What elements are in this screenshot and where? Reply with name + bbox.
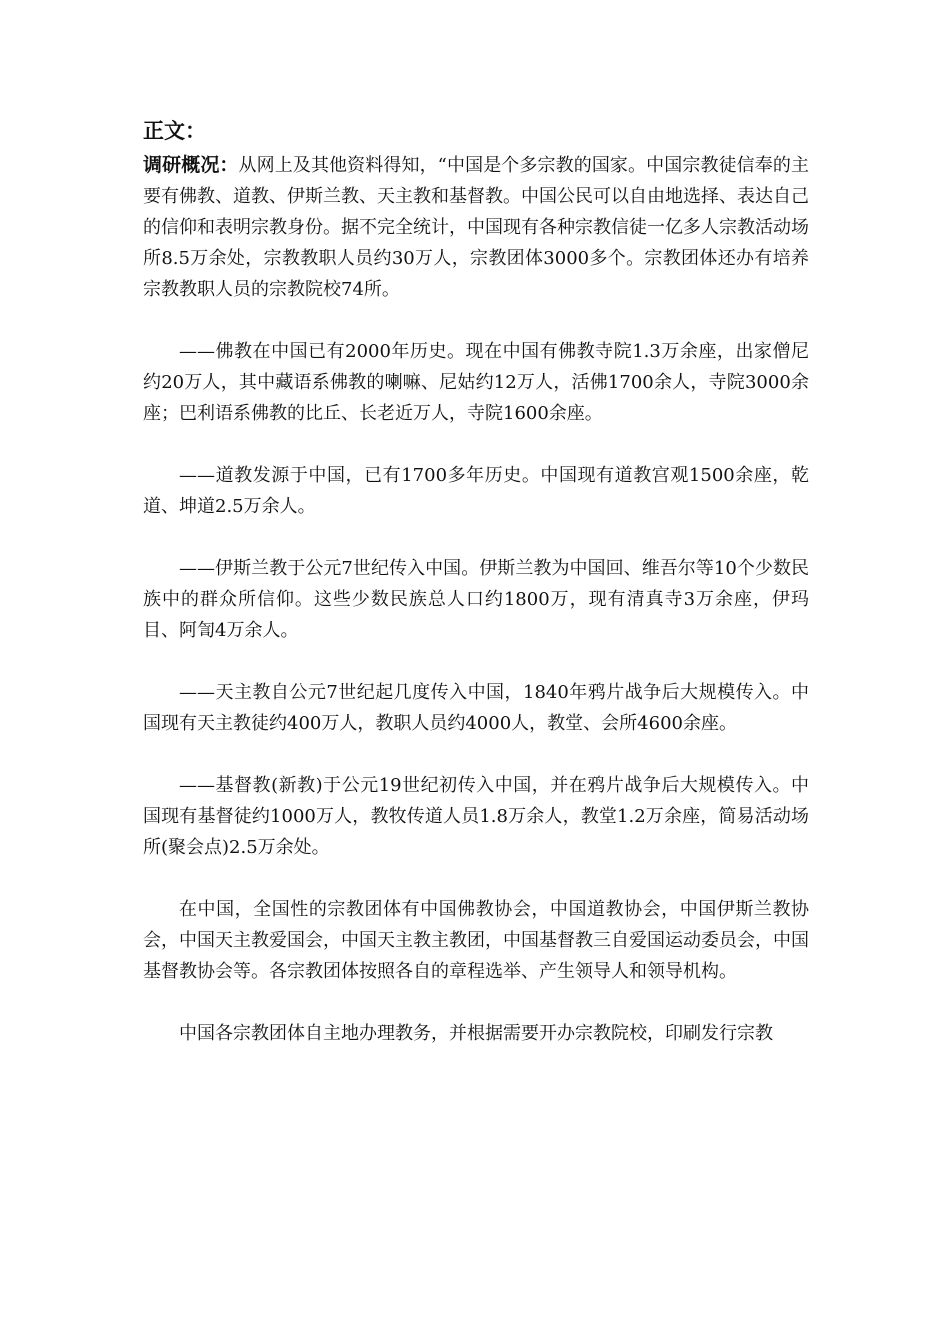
section-heading: 正文： (143, 119, 206, 143)
paragraph-buddhism: ——佛教在中国已有2000年历史。现在中国有佛教寺院1.3万余座，出家僧尼约20万人，其中藏语系佛教的喇嘛、尼姑约12万人，活佛1700余人，寺院3000余座；巴利语系佛教的比丘、长老近万人，寺院1600余座。 (143, 341, 809, 424)
paragraph-islam: ——伊斯兰教于公元7世纪传入中国。伊斯兰教为中国回、维吾尔等10个少数民族中的群众所信仰。这些少数民族总人口约1800万，现有清真寺3万余座，伊玛目、阿訇4万余人。 (143, 558, 809, 641)
paragraph-gap (143, 646, 809, 677)
paragraph-taoism: ——道教发源于中国，已有1700多年历史。中国现有道教宫观1500余座，乾道、坤道2.5万余人。 (143, 465, 809, 517)
intro-paragraph (143, 150, 809, 305)
paragraph-gap (143, 305, 809, 336)
paragraph-gap (143, 522, 809, 553)
intro-text: 从网上及其他资料得知，“中国是个多宗教的国家。中国宗教徒信奉的主要有佛教、道教、伊斯兰教、天主教和基督教。中国公民可以自由地选择、表达自己的信仰和表明宗教身份。据不完全统计，中国现有各种宗教信徒一亿多人宗教活动场所8.5万余处，宗教教职人员约30万人，宗教团体3000多个。宗教团体还办有培养宗教教职人员的宗教院校74所。 (143, 155, 809, 300)
paragraph-religious-affairs: 中国各宗教团体自主地办理教务，并根据需要开办宗教院校，印刷发行宗教 (179, 1023, 773, 1044)
document-body (143, 116, 809, 1049)
paragraph-gap (143, 739, 809, 770)
paragraph-gap (143, 987, 809, 1018)
paragraph-gap (143, 863, 809, 894)
paragraph-gap (143, 429, 809, 460)
paragraph-protestantism: ——基督教(新教)于公元19世纪初传入中国，并在鸦片战争后大规模传入。中国现有基督徒约1000万人，教牧传道人员1.8万余人，教堂1.2万余座，简易活动场所(聚会点)2.5万余处。 (143, 775, 809, 858)
paragraph-catholicism: ——天主教自公元7世纪起几度传入中国，1840年鸦片战争后大规模传入。中国现有天主教徒约400万人，教职人员约4000人，教堂、会所4600余座。 (143, 682, 809, 734)
intro-label: 调研概况： (143, 154, 239, 176)
paragraph-religious-organizations: 在中国，全国性的宗教团体有中国佛教协会，中国道教协会，中国伊斯兰教协会，中国天主教爱国会，中国天主教主教团，中国基督教三自爱国运动委员会，中国基督教协会等。各宗教团体按照各自的章程选举、产生领导人和领导机构。 (143, 899, 809, 982)
